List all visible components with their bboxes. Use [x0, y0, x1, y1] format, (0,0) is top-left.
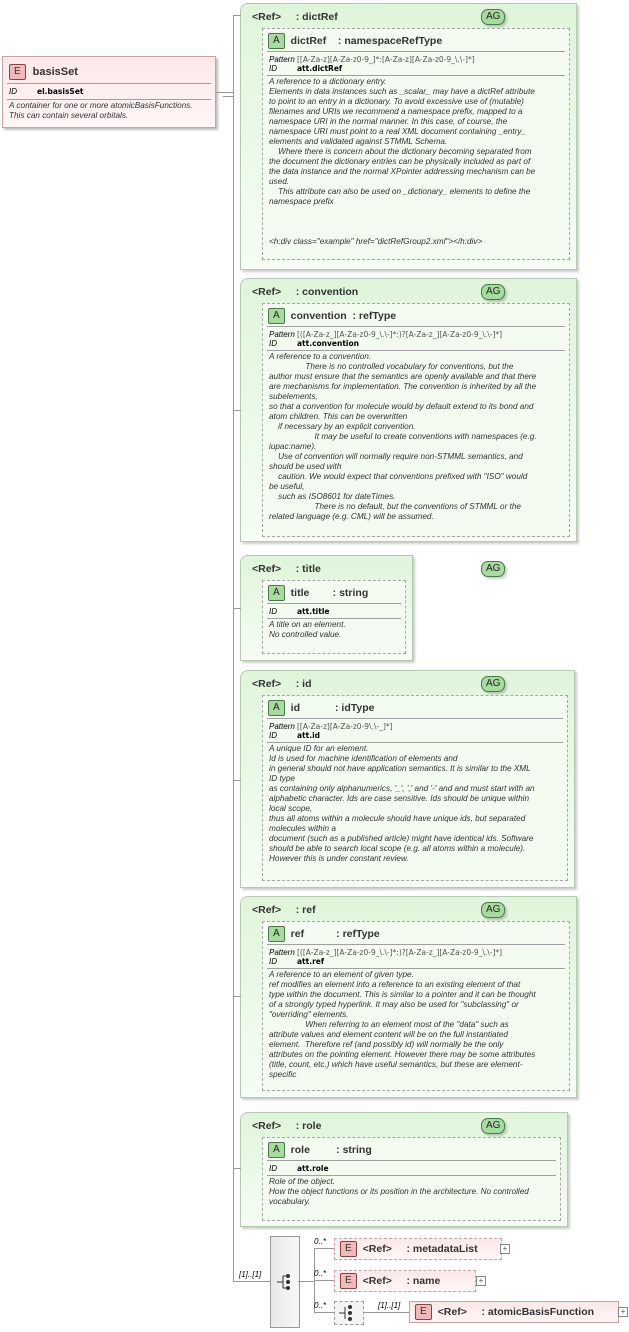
connector	[298, 1281, 314, 1282]
pattern-value: [([A-Za-z_][A-Za-z0-9_\.\-]*:)?[A-Za-z_][A-Za-z0-9_\.\-]*]	[297, 330, 503, 339]
element-basisset[interactable]	[2, 56, 216, 128]
attr-badge: A	[268, 926, 285, 942]
element-id-value: el.basisSet	[37, 87, 84, 96]
sequence-icon	[335, 1302, 363, 1324]
attribute-ref[interactable]	[262, 921, 570, 1091]
sequence-icon	[271, 1237, 299, 1327]
attr-title: ref : refType	[290, 928, 380, 940]
attr-badge: A	[268, 308, 285, 324]
pattern-key: Pattern	[269, 330, 295, 339]
connector	[233, 1281, 270, 1282]
pattern-value: [([A-Za-z_][A-Za-z0-9_\.\-]*:)?[A-Za-z_][A-Za-z0-9_\.\-]*]	[297, 948, 503, 957]
element-id-key: ID	[9, 87, 17, 96]
pattern-key: Pattern	[269, 55, 295, 64]
connector	[233, 410, 241, 411]
child-metadatalist[interactable]	[334, 1238, 502, 1260]
id-key: ID	[269, 607, 277, 616]
id-key: ID	[269, 1164, 277, 1173]
nested-inner-multiplicity: [1]..[1]	[378, 1301, 401, 1310]
child-title: <Ref> : atomicBasisFunction	[437, 1306, 595, 1318]
child-name[interactable]	[334, 1270, 476, 1292]
child-badge: E	[340, 1273, 357, 1289]
pattern-value: [[A-Za-z][A-Za-z0-9\.\-_]*]	[297, 722, 393, 731]
attr-title: convention : refType	[290, 310, 397, 322]
child-title: <Ref> : metadataList	[362, 1243, 478, 1255]
element-badge: E	[9, 64, 26, 80]
attr-description: A reference to a convention. There is no controlled vocabulary for conventions, but the author must ensure that the semantics are openly available and that there are mechanisms for implementation. The convention is inherited by all the subelements, so that a convention for molecule would by default extend to its bond and atom children. This can be overwritten if necessary by an explicit convention. It may be useful to create conventions with namespaces (e.g. iupac:name). Use of convention will normally require non-STMML semantics, and should be used with caution. We would expect that conventions prefixed with "ISO" would be useful, such as ISO8601 for dateTimes. There is no default, but the conventions of STMML or the related language (e.g. CML) will be assumed.	[269, 352, 537, 521]
attribute-convention[interactable]	[262, 303, 570, 537]
element-description: A container for one or more atomicBasisFunctions. This can contain several orbitals.	[9, 101, 193, 120]
connector	[314, 1280, 334, 1281]
ag-title: <Ref> : id	[252, 678, 312, 690]
element-name: basisSet	[32, 66, 78, 78]
ag-badge: AG	[481, 284, 505, 300]
ag-badge: AG	[481, 902, 505, 918]
attr-badge: A	[268, 1142, 285, 1158]
child-title: <Ref> : name	[362, 1275, 441, 1287]
connector	[233, 1168, 241, 1169]
attr-badge: A	[268, 700, 285, 716]
attr-title: title : string	[290, 587, 369, 599]
nested-multiplicity: 0..*	[314, 1301, 327, 1310]
expand-icon[interactable]: +	[476, 1276, 486, 1286]
attr-description: A unique ID for an element. Id is used for machine identification of elements and in general should not have application semantics. It is similar to the XML ID type as containing only alphanumerics, '_', ',' and '-' and and must start with an alphabetic character. Ids are case sensitive. Ids should be unique within local scope, thus all atoms within a molecule should have unique ids, but separated molecules within a document (such as a published article) might have identical ids. Software should be able to search local scope (e.g. all atoms within a molecule). However this is under constant review.	[269, 744, 535, 863]
child-multiplicity: 0..*	[314, 1237, 327, 1246]
attr-description: A title on an element. No controlled value.	[269, 620, 346, 639]
connector	[215, 92, 233, 93]
connector	[314, 1312, 334, 1313]
attr-badge: A	[268, 33, 285, 49]
connector	[233, 15, 234, 1281]
attr-description: Role of the object. How the object functions or its position in the architecture. No controlled vocabulary.	[269, 1177, 529, 1206]
attr-badge: A	[268, 585, 285, 601]
connector	[233, 996, 241, 997]
connector	[223, 96, 233, 97]
id-value: att.role	[297, 1164, 329, 1173]
id-key: ID	[269, 731, 277, 740]
ag-title: <Ref> : title	[252, 563, 321, 575]
pattern-key: Pattern	[269, 948, 295, 957]
attr-title: dictRef : namespaceRefType	[290, 35, 443, 47]
id-value: att.ref	[297, 957, 325, 966]
ag-title: <Ref> : role	[252, 1120, 322, 1132]
id-key: ID	[269, 339, 277, 348]
attr-description: A reference to a dictionary entry. Elements in data instances such as _scalar_ may have a dictRef attribute to point to an entry in a dictionary. To avoid excessive use of (mutable) filenames and URIs we recommend a namespace prefix, mapped to a namespace URI in the normal manner. In this case, of course, the namespace URI must point to a real XML document containing _entry_ elements and validated against STMML Schema. Where there is concern about the dictionary becoming separated from the document the dictionary entries can be physically included as part of the data instance and the normal XPointer addressing mechanism can be used. This attribute can also be used on _dictionary_ elements to define the namespace prefix <h:div class="example" href="dictRefGroup2.xml"></h:div>	[269, 77, 536, 246]
id-key: ID	[269, 957, 277, 966]
child-atomicbasisfunction[interactable]	[409, 1301, 619, 1323]
expand-icon[interactable]: +	[500, 1244, 510, 1254]
sequence-compositor[interactable]	[270, 1236, 300, 1328]
attribute-group-convention[interactable]	[240, 278, 577, 542]
connector	[233, 780, 241, 781]
ag-title: <Ref> : convention	[252, 286, 359, 298]
ag-badge: AG	[481, 561, 505, 577]
connector	[233, 608, 241, 609]
attribute-group-ref[interactable]	[240, 896, 577, 1098]
ag-badge: AG	[481, 9, 505, 25]
expand-icon[interactable]: +	[618, 1307, 628, 1317]
attr-description: A reference to an element of given type. ref modifies an element into a reference to an existing element of that type within the document. This is similar to a pointer and it can be thought of a strongly typed hyperlink. It may also be used for "subclassing" or "overriding" elements. When referring to an element most of the "data" such as attribute values and element content will be on the full instantiated element. Therefore ref (and possibly id) will normally be the only attributes on the pointing element. However there may be some attributes (title, count, etc.) which have useful semantics, but these are element- specific	[269, 970, 536, 1079]
attribute-group-title[interactable]	[240, 555, 501, 661]
attribute-group-role[interactable]	[240, 1112, 568, 1227]
connector	[314, 1248, 334, 1249]
nested-sequence-compositor[interactable]	[334, 1301, 364, 1325]
attribute-id[interactable]	[262, 695, 568, 881]
connector	[233, 15, 241, 16]
sequence-multiplicity: [1]..[1]	[239, 1270, 262, 1279]
id-value: att.dictRef	[297, 64, 343, 73]
ag-badge: AG	[481, 1118, 505, 1134]
ag-title: <Ref> : ref	[252, 904, 316, 916]
id-value: att.convention	[297, 339, 359, 348]
attribute-dictref[interactable]	[262, 28, 570, 260]
attr-title: id : idType	[290, 702, 375, 714]
child-multiplicity: 0..*	[314, 1269, 327, 1278]
id-key: ID	[269, 64, 277, 73]
attr-title: role : string	[290, 1144, 372, 1156]
attribute-group-id[interactable]	[240, 670, 575, 888]
attribute-title[interactable]	[262, 580, 406, 654]
child-badge: E	[415, 1304, 432, 1320]
ag-badge: AG	[481, 676, 505, 692]
child-badge: E	[340, 1241, 357, 1257]
pattern-value: [[A-Za-z][A-Za-z0-9_]*:[A-Za-z][A-Za-z0-9_\.\-]*]	[297, 55, 475, 64]
id-value: att.id	[297, 731, 321, 740]
ag-title: <Ref> : dictRef	[252, 11, 338, 23]
attribute-role[interactable]	[262, 1137, 561, 1221]
pattern-key: Pattern	[269, 722, 295, 731]
connector	[363, 1312, 409, 1313]
id-value: att.title	[297, 607, 330, 616]
attribute-group-dictref[interactable]	[240, 3, 577, 270]
